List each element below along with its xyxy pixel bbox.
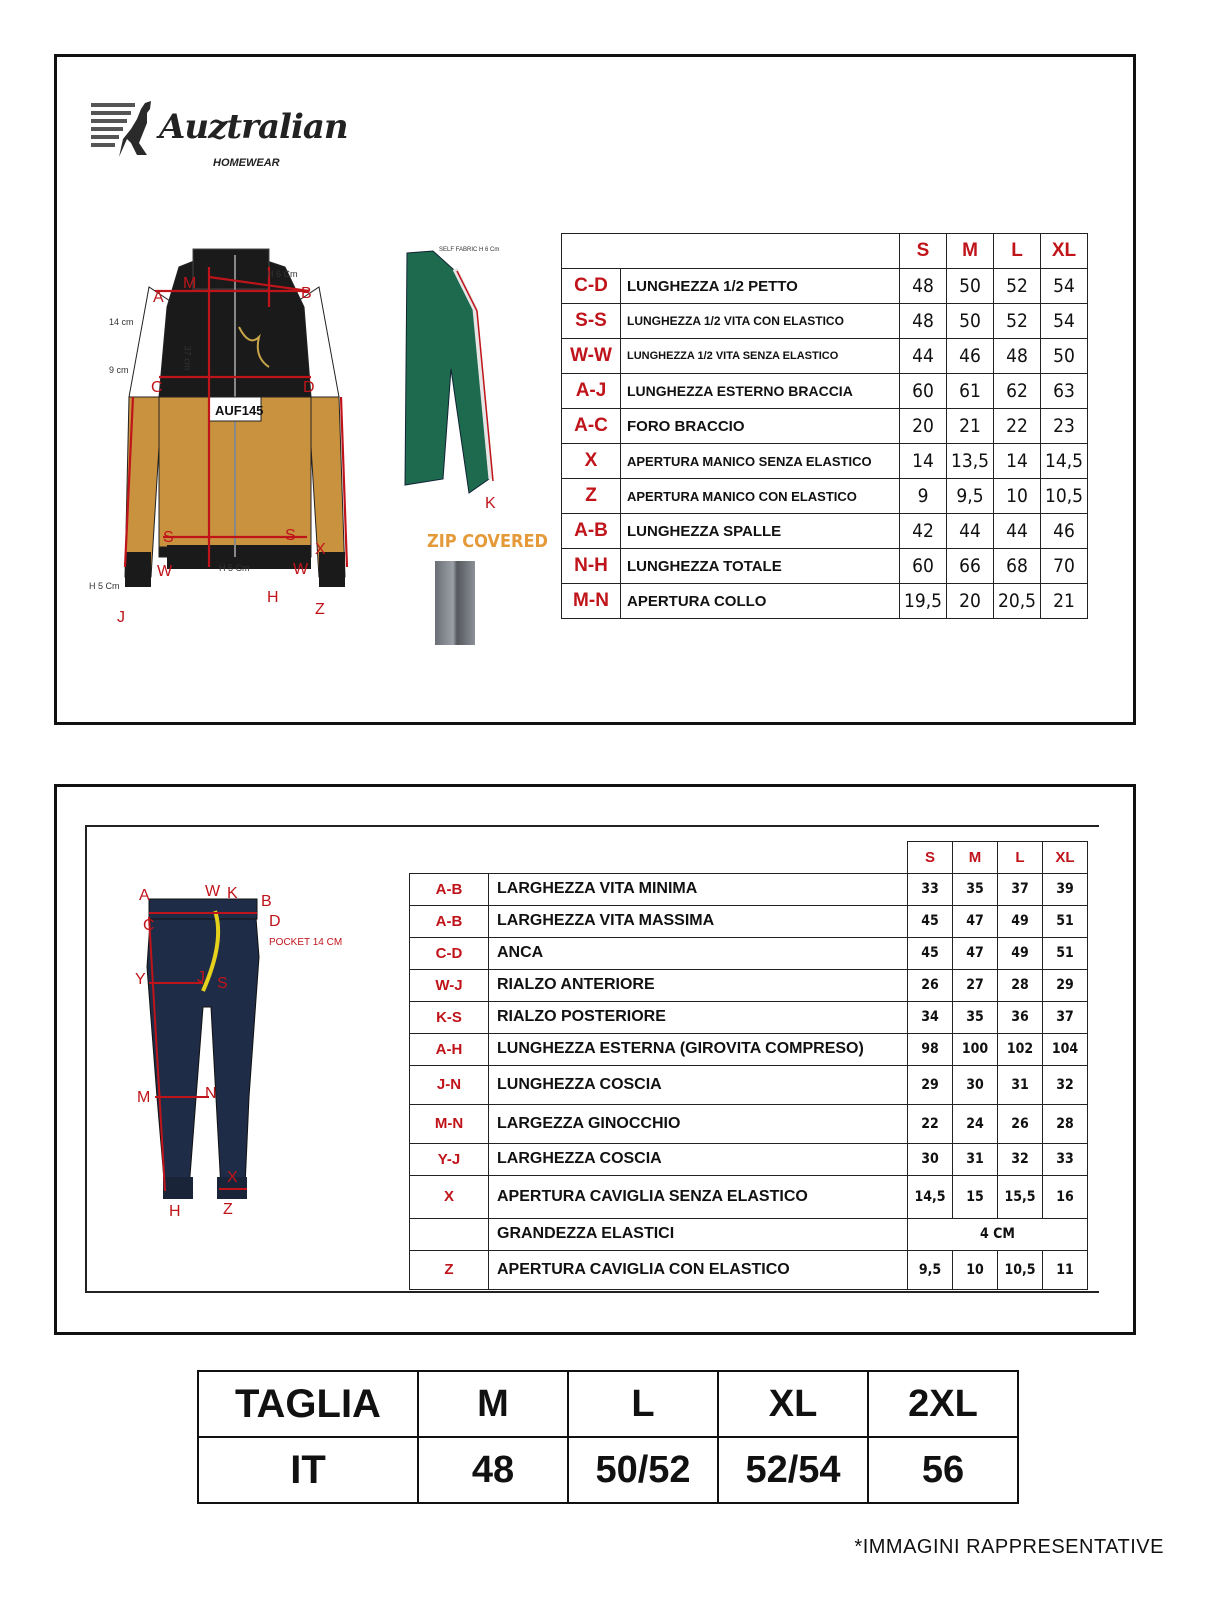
size-header-xl: XL (1041, 234, 1088, 269)
value-l: 20,5 (994, 584, 1041, 619)
row-description: APERTURA COLLO (621, 584, 900, 619)
point-z: Z (223, 1201, 233, 1218)
point-n: N (205, 1085, 217, 1102)
kangaroo-icon (117, 99, 157, 159)
value-xl: 32 (1043, 1065, 1088, 1104)
value-l: 52 (994, 304, 1041, 339)
size-header-s: S (900, 234, 947, 269)
row-description: RIALZO ANTERIORE (489, 969, 908, 1001)
value-l: 14 (994, 444, 1041, 479)
jacket-panel (54, 54, 1136, 725)
row-code: M-N (410, 1104, 489, 1143)
pants-panel (54, 784, 1136, 1335)
value-s: 30 (908, 1143, 953, 1175)
value-l: 37 (998, 873, 1043, 905)
row-code: Y-J (410, 1143, 489, 1175)
size-header-m: M (947, 234, 994, 269)
row-code: A-J (562, 374, 621, 409)
value-s: 26 (908, 969, 953, 1001)
table-row (410, 1065, 1088, 1104)
row-description: LUNGHEZZA COSCIA (489, 1065, 908, 1104)
point-s-left: S (163, 529, 174, 546)
table-row (562, 549, 1088, 584)
value-s: 45 (908, 937, 953, 969)
value-xl: 54 (1041, 269, 1088, 304)
value-m: 30 (953, 1065, 998, 1104)
row-code: A-C (562, 409, 621, 444)
value-xl: 46 (1041, 514, 1088, 549)
point-w-right: W (293, 561, 309, 578)
point-z: Z (315, 601, 325, 618)
value-m: 47 (953, 905, 998, 937)
taglia-xl: XL (718, 1371, 868, 1437)
value-s: 45 (908, 905, 953, 937)
value-xl: 50 (1041, 339, 1088, 374)
size-header-l: L (994, 234, 1041, 269)
row-description: APERTURA MANICO SENZA ELASTICO (621, 444, 900, 479)
value-s: 60 (900, 374, 947, 409)
row-description: GRANDEZZA ELASTICI (489, 1218, 908, 1250)
table-row (410, 905, 1088, 937)
row-description: LARGHEZZA COSCIA (489, 1143, 908, 1175)
row-code: X (410, 1175, 489, 1218)
pants-measurement-table (409, 841, 1088, 1290)
value-s: 29 (908, 1065, 953, 1104)
row-description: LUNGHEZZA 1/2 PETTO (621, 269, 900, 304)
size-header-l: L (998, 842, 1043, 874)
footnote: *IMMAGINI RAPPRESENTATIVE (854, 1536, 1164, 1558)
point-j: J (117, 609, 125, 626)
note-neck-height: H 6 Cm (267, 269, 298, 279)
table-row (562, 479, 1088, 514)
value-m: 35 (953, 1001, 998, 1033)
point-s-right: S (285, 527, 296, 544)
point-b: B (301, 285, 312, 302)
value-xl: 11 (1043, 1250, 1088, 1289)
value-xl: 33 (1043, 1143, 1088, 1175)
note-9cm: 9 cm (109, 365, 129, 375)
note-self-fabric: SELF FABRIC H 6 Cm (439, 247, 500, 253)
value-m: 15 (953, 1175, 998, 1218)
it-label: IT (198, 1437, 418, 1503)
taglia-2xl: 2XL (868, 1371, 1018, 1437)
point-d: D (269, 913, 281, 930)
brand-name: Auztralian (159, 107, 348, 147)
table-row (410, 1104, 1088, 1143)
jacket-measurement-table (561, 233, 1088, 619)
it-xl: 52/54 (718, 1437, 868, 1503)
table-row (562, 409, 1088, 444)
value-xl: 28 (1043, 1104, 1088, 1143)
value-l: 28 (998, 969, 1043, 1001)
value-m: 20 (947, 584, 994, 619)
row-code: A-B (410, 873, 489, 905)
jacket-illustration (89, 247, 389, 637)
row-description: LUNGHEZZA 1/2 VITA CON ELASTICO (621, 304, 900, 339)
value-l: 68 (994, 549, 1041, 584)
size-header-s: S (908, 842, 953, 874)
value-xl: 16 (1043, 1175, 1088, 1218)
size-header-xl: XL (1043, 842, 1088, 874)
row-description: RIALZO POSTERIORE (489, 1001, 908, 1033)
value-s: 22 (908, 1104, 953, 1143)
value-xl: 63 (1041, 374, 1088, 409)
value-m: 50 (947, 269, 994, 304)
row-code: M-N (562, 584, 621, 619)
table-row (410, 1218, 1088, 1250)
row-code: A-H (410, 1033, 489, 1065)
size-header-m: M (953, 842, 998, 874)
value-s: 48 (900, 304, 947, 339)
row-code: W-W (562, 339, 621, 374)
row-description: APERTURA CAVIGLIA SENZA ELASTICO (489, 1175, 908, 1218)
value-m: 35 (953, 873, 998, 905)
row-code: S-S (562, 304, 621, 339)
row-description: FORO BRACCIO (621, 409, 900, 444)
row-description: LUNGHEZZA ESTERNO BRACCIA (621, 374, 900, 409)
row-code: A-B (562, 514, 621, 549)
value-l: 10 (994, 479, 1041, 514)
it-l: 50/52 (568, 1437, 718, 1503)
value-s: 20 (900, 409, 947, 444)
elastic-size-value: 4 CM (908, 1218, 1088, 1250)
table-row (410, 1033, 1088, 1065)
point-h: H (267, 589, 279, 606)
table-row (410, 1001, 1088, 1033)
row-description: ANCA (489, 937, 908, 969)
value-l: 102 (998, 1033, 1043, 1065)
point-k: K (227, 885, 238, 902)
row-description: LARGHEZZA VITA MASSIMA (489, 905, 908, 937)
table-row (562, 584, 1088, 619)
value-m: 27 (953, 969, 998, 1001)
point-a: A (139, 887, 150, 904)
table-row (410, 969, 1088, 1001)
value-l: 44 (994, 514, 1041, 549)
value-l: 48 (994, 339, 1041, 374)
value-m: 10 (953, 1250, 998, 1289)
value-xl: 104 (1043, 1033, 1088, 1065)
value-m: 44 (947, 514, 994, 549)
value-s: 44 (900, 339, 947, 374)
brand-logo (91, 97, 348, 177)
zip-covered-label: ZIP COVERED (427, 531, 549, 552)
point-y: Y (135, 971, 146, 988)
row-code: J-N (410, 1065, 489, 1104)
value-xl: 29 (1043, 969, 1088, 1001)
row-description: LUNGHEZZA TOTALE (621, 549, 900, 584)
row-code: C-D (410, 937, 489, 969)
row-code: K-S (410, 1001, 489, 1033)
point-b: B (261, 893, 272, 910)
value-l: 62 (994, 374, 1041, 409)
table-row (410, 1175, 1088, 1218)
value-l: 15,5 (998, 1175, 1043, 1218)
row-code: C-D (562, 269, 621, 304)
row-description: APERTURA MANICO CON ELASTICO (621, 479, 900, 514)
value-m: 50 (947, 304, 994, 339)
value-xl: 51 (1043, 937, 1088, 969)
pocket-note: POCKET 14 CM (269, 937, 343, 948)
it-row (198, 1437, 1018, 1503)
value-xl: 37 (1043, 1001, 1088, 1033)
table-row (562, 374, 1088, 409)
value-s: 98 (908, 1033, 953, 1065)
row-description: LARGHEZZA VITA MINIMA (489, 873, 908, 905)
value-s: 14,5 (908, 1175, 953, 1218)
point-k: K (485, 495, 496, 512)
row-code: A-B (410, 905, 489, 937)
value-s: 48 (900, 269, 947, 304)
value-m: 13,5 (947, 444, 994, 479)
value-l: 52 (994, 269, 1041, 304)
value-xl: 39 (1043, 873, 1088, 905)
value-m: 47 (953, 937, 998, 969)
value-l: 10,5 (998, 1250, 1043, 1289)
point-h: H (169, 1203, 181, 1220)
row-description: LUNGHEZZA 1/2 VITA SENZA ELASTICO (621, 339, 900, 374)
point-d: D (303, 379, 315, 396)
value-xl: 54 (1041, 304, 1088, 339)
point-j: J (197, 969, 205, 986)
value-s: 19,5 (900, 584, 947, 619)
value-l: 49 (998, 937, 1043, 969)
value-s: 60 (900, 549, 947, 584)
note-37cm: 37 cm (182, 345, 193, 371)
value-m: 31 (953, 1143, 998, 1175)
value-s: 14 (900, 444, 947, 479)
table-row (410, 1250, 1088, 1289)
value-l: 32 (998, 1143, 1043, 1175)
value-s: 33 (908, 873, 953, 905)
pants-illustration (137, 887, 267, 1217)
row-code: N-H (562, 549, 621, 584)
value-m: 9,5 (947, 479, 994, 514)
table-row (410, 873, 1088, 905)
table-row (562, 269, 1088, 304)
size-conversion-table (197, 1370, 1019, 1504)
brand-subtitle: HOMEWEAR (213, 157, 280, 169)
value-l: 26 (998, 1104, 1043, 1143)
table-row (562, 444, 1088, 479)
value-xl: 14,5 (1041, 444, 1088, 479)
row-description: LUNGHEZZA SPALLE (621, 514, 900, 549)
zip-photo (435, 561, 475, 645)
table-header-row (410, 842, 1088, 874)
point-c: C (151, 379, 163, 396)
jacket-figure-label: AUF145 (215, 403, 264, 418)
point-a: A (153, 289, 164, 306)
value-xl: 21 (1041, 584, 1088, 619)
point-w: W (205, 883, 221, 900)
row-code: Z (410, 1250, 489, 1289)
value-m: 46 (947, 339, 994, 374)
taglia-m: M (418, 1371, 568, 1437)
row-description: LUNGHEZZA ESTERNA (GIROVITA COMPRESO) (489, 1033, 908, 1065)
value-s: 42 (900, 514, 947, 549)
note-cuff-height: H 5 Cm (89, 581, 120, 591)
table-row (410, 937, 1088, 969)
value-xl: 23 (1041, 409, 1088, 444)
it-2xl: 56 (868, 1437, 1018, 1503)
row-code: W-J (410, 969, 489, 1001)
value-xl: 70 (1041, 549, 1088, 584)
it-m: 48 (418, 1437, 568, 1503)
point-m: M (183, 275, 197, 292)
value-s: 9 (900, 479, 947, 514)
row-code: X (562, 444, 621, 479)
table-row (562, 304, 1088, 339)
table-header-row (562, 234, 1088, 269)
jacket-side-view (403, 249, 503, 499)
row-code: Z (562, 479, 621, 514)
value-s: 9,5 (908, 1250, 953, 1289)
value-s: 34 (908, 1001, 953, 1033)
row-description: APERTURA CAVIGLIA CON ELASTICO (489, 1250, 908, 1289)
value-xl: 51 (1043, 905, 1088, 937)
point-c: C (143, 917, 155, 934)
point-s: S (217, 975, 228, 992)
taglia-row (198, 1371, 1018, 1437)
value-m: 21 (947, 409, 994, 444)
value-l: 22 (994, 409, 1041, 444)
value-xl: 10,5 (1041, 479, 1088, 514)
point-x: X (315, 541, 326, 558)
taglia-label: TAGLIA (198, 1371, 418, 1437)
value-l: 36 (998, 1001, 1043, 1033)
table-row (562, 339, 1088, 374)
point-w-left: W (157, 563, 173, 580)
value-l: 31 (998, 1065, 1043, 1104)
value-m: 66 (947, 549, 994, 584)
value-m: 61 (947, 374, 994, 409)
point-x: X (227, 1169, 238, 1186)
row-description: LARGEZZA GINOCCHIO (489, 1104, 908, 1143)
value-m: 24 (953, 1104, 998, 1143)
note-hem-height: H 5 Cm (219, 563, 250, 573)
note-14cm: 14 cm (109, 317, 134, 327)
taglia-l: L (568, 1371, 718, 1437)
value-l: 49 (998, 905, 1043, 937)
value-m: 100 (953, 1033, 998, 1065)
point-m: M (137, 1089, 151, 1106)
table-row (562, 514, 1088, 549)
table-row (410, 1143, 1088, 1175)
